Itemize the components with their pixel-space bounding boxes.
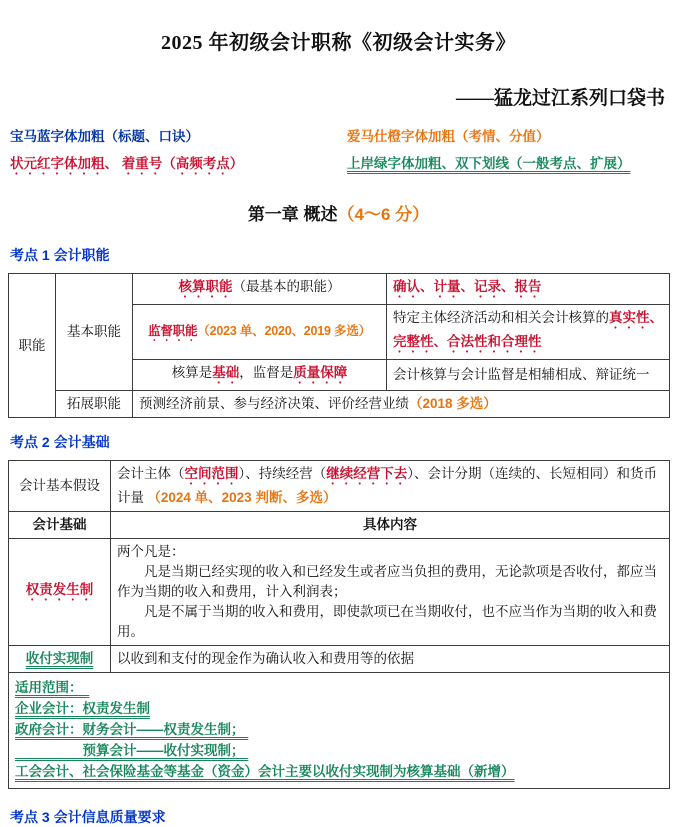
scope-line-4-text: 预算会计——收付实现制；: [15, 743, 249, 758]
supervision-desc-emphasis: 真实性、完整性、合法性和合理性: [393, 310, 663, 349]
legend-green-text: 上岸绿字体加粗、双下划线（一般考点、扩展）: [347, 156, 631, 171]
extended-desc-exams: （2018 多选）: [409, 396, 497, 411]
supervision-exams: （2023 单、2020、2019 多选）: [197, 323, 371, 338]
accounting-items-text: 确认、计量、记录、报告: [393, 279, 542, 294]
cell-assumption-content: [111, 461, 670, 512]
assumption-text-2: ）、持续经营（: [238, 466, 327, 481]
chapter-heading: [8, 200, 669, 225]
scope-line-2-text: 企业会计：权责发生制: [15, 701, 150, 716]
legend-blue: 宝马蓝字体加粗（标题、口诀）: [10, 129, 199, 144]
cell-content-header: 具体内容: [111, 512, 670, 539]
assumption-text-3: ）、会计分期（连续的、长短相同）和货币计量: [117, 466, 657, 505]
assumption-text-1: 会计主体（: [117, 466, 185, 481]
legend-green: [345, 153, 669, 178]
chapter-title: 第一章 概述: [247, 205, 338, 224]
section-heading-3: 考点 3 会计信息质量要求: [10, 809, 166, 825]
accrual-rule-2: 凡是不属于当期的收入和费用，即使款项已在当期收付，也不应当作为当期的收入和费用。: [117, 604, 657, 639]
document-subtitle: ——猛龙过江系列口袋书: [455, 88, 665, 109]
cell-relation-right: 会计核算与会计监督是相辅相成、辩证统一: [387, 360, 670, 391]
scope-line-2: [15, 698, 663, 719]
cell-scope-notes: [9, 673, 670, 789]
table-row: [9, 461, 670, 512]
accrual-rule-1: 凡是当期已经实现的收入和已经发生或者应当负担的费用，无论款项是否收付，都应当作为当期的收入和费用，计入利润表；: [117, 564, 657, 599]
cell-relation-left: [133, 360, 387, 391]
scope-line-5: [15, 761, 663, 782]
cell-cash-content: 以收到和支付的现金作为确认收入和费用等的依据: [111, 646, 670, 673]
cell-accrual-label: [9, 539, 111, 646]
cell-extended-functions: 拓展职能: [56, 391, 133, 418]
extended-desc-text: 预测经济前景、参与经济决策、评价经营业绩: [139, 396, 409, 411]
scope-line-1-text: 适用范围：: [15, 680, 90, 695]
cash-label-text: 收付实现制: [25, 651, 94, 666]
cell-supervision-function: [133, 305, 387, 360]
assumption-exams: （2024 单、2023 判断、多选）: [147, 490, 337, 505]
legend-red: [8, 153, 343, 178]
accrual-intro: 两个凡是：: [117, 544, 185, 559]
cell-accounting-function: [133, 274, 387, 305]
table-row: [9, 274, 670, 305]
scope-line-1: [15, 677, 663, 698]
legend-red-text: 状元红字体加粗、 着重号（高频考点）: [10, 156, 244, 171]
cell-supervision-desc: [387, 305, 670, 360]
table-row: [9, 673, 670, 789]
assumption-emphasis-1: 空间范围: [184, 466, 239, 481]
relation-text-1: 核算是: [171, 365, 213, 380]
cell-extended-desc: [133, 391, 670, 418]
cell-basic-functions: 基本职能: [56, 274, 133, 391]
relation-text-2: ，监督是: [239, 365, 294, 380]
table-row: [9, 646, 670, 673]
cell-cash-label: [9, 646, 111, 673]
table-row: [9, 539, 670, 646]
scope-line-5-text: 工会会计、社会保险基金等基金（资金）会计主要以收付实现制为核算基础（新增）: [15, 764, 515, 779]
cell-assumption-label: 会计基本假设: [9, 461, 111, 512]
legend-orange: 爱马仕橙字体加粗（考情、分值）: [347, 129, 550, 144]
scope-line-3: [15, 719, 663, 740]
accrual-label-text: 权责发生制: [25, 582, 94, 597]
relation-emphasis-1: 基础: [212, 365, 240, 380]
document-title: 2025 年初级会计职称《初级会计实务》: [161, 32, 516, 54]
cell-accrual-content: [111, 539, 670, 646]
supervision-function-name: 监督职能: [148, 323, 198, 338]
section-heading-2: 考点 2 会计基础: [10, 434, 110, 450]
accounting-function-note: （最基本的职能）: [232, 279, 341, 294]
chapter-score: （4～6 分）: [337, 205, 430, 224]
functions-table: [8, 273, 670, 418]
cell-role: 职能: [9, 274, 56, 418]
table-row: [9, 512, 670, 539]
section-heading-1: 考点 1 会计职能: [10, 247, 110, 263]
basis-table: [8, 460, 670, 789]
scope-line-3-text: 政府会计：财务会计——权责发生制；: [15, 722, 249, 737]
supervision-desc-prefix: 特定主体经济活动和相关会计核算的: [393, 310, 609, 325]
assumption-emphasis-2: 继续经营下去: [326, 466, 408, 481]
cell-accounting-items: [387, 274, 670, 305]
document-page: [0, 26, 677, 825]
cell-basis-header: 会计基础: [9, 512, 111, 539]
color-legend: [8, 126, 669, 178]
accounting-function-name: 核算职能: [178, 279, 233, 294]
relation-emphasis-2: 质量保障: [293, 365, 348, 380]
scope-line-4: [15, 740, 663, 761]
table-row: [9, 391, 670, 418]
